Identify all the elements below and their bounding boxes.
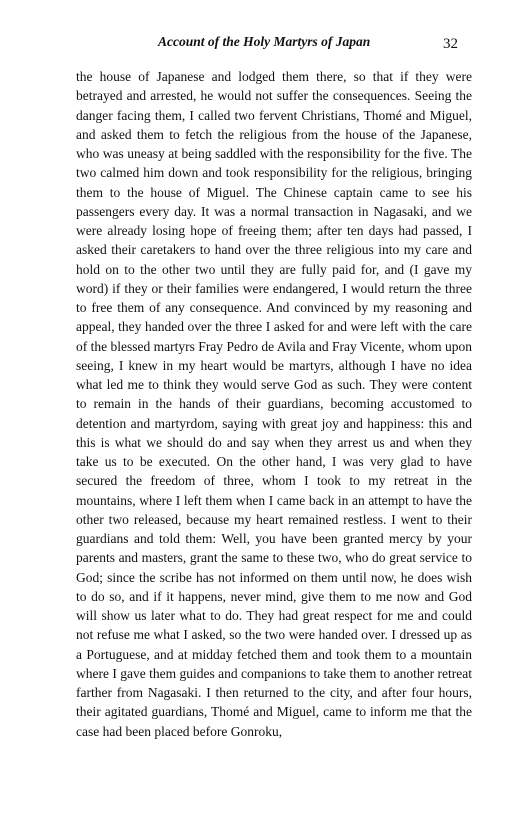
page-number: 32 <box>443 36 458 52</box>
running-header <box>76 34 472 56</box>
body-paragraph: the house of Japanese and lodged them there, so that if they were betrayed and arrested, he would not suffer the consequences. Seeing the danger facing them, I called two fervent Christians, Thomé and Miguel, and asked them to fetch the religious from the house of the Japanese, who was uneasy at being saddled with the responsibility for the five. The two calmed him down and took responsibility for the religious, bringing them to the house of Miguel. The Chinese captain came to see his passengers every day. It was a normal transaction in Nagasaki, and we were already losing hope of freeing them; after ten days had passed, I asked their caretakers to hand over the three religious into my care and hold on to the other two until they are fully paid for, and (I gave my word) if they or their families were endangered, I would return the three to free them of any consequence. And convinced by my reasoning and appeal, they handed over the three I asked for and were left with the care of the blessed martyrs Fray Pedro de Avila and Fray Vicente, whom upon seeing, I knew in my heart would be martyrs, although I have no idea what led me to think they would serve God as such. They were content to remain in the hands of their guardians, becoming accustomed to detention and martyrdom, saying with great joy and happiness: this and this is what we should do and say when they arrest us and when they take us to be executed. On the other hand, I was very glad to have secured the freedom of three, whom I took to my retreat in the mountains, where I left them when I came back in an attempt to have the other two released, because my heart remained restless. I went to their guardians and told them: Well, you have been granted mercy by your parents and masters, grant the same to these two, who do great service to God; since the scribe has not informed on them until now, he does wish to do so, and if it happens, never mind, give them to me now and God will show us later what to do. They had great respect for me and could not refuse me what I asked, so the two were handed over. I dressed up as a Portuguese, and at midday fetched them and took them to a mountain where I gave them guides and companions to take them to another retreat farther from Nagasaki. I then returned to the city, and after four hours, their agitated guardians, Thomé and Miguel, came to inform me that the case had been placed before Gonroku, <box>76 69 472 739</box>
running-title: Account of the Holy Martyrs of Japan <box>158 34 371 49</box>
body-text <box>76 67 472 741</box>
